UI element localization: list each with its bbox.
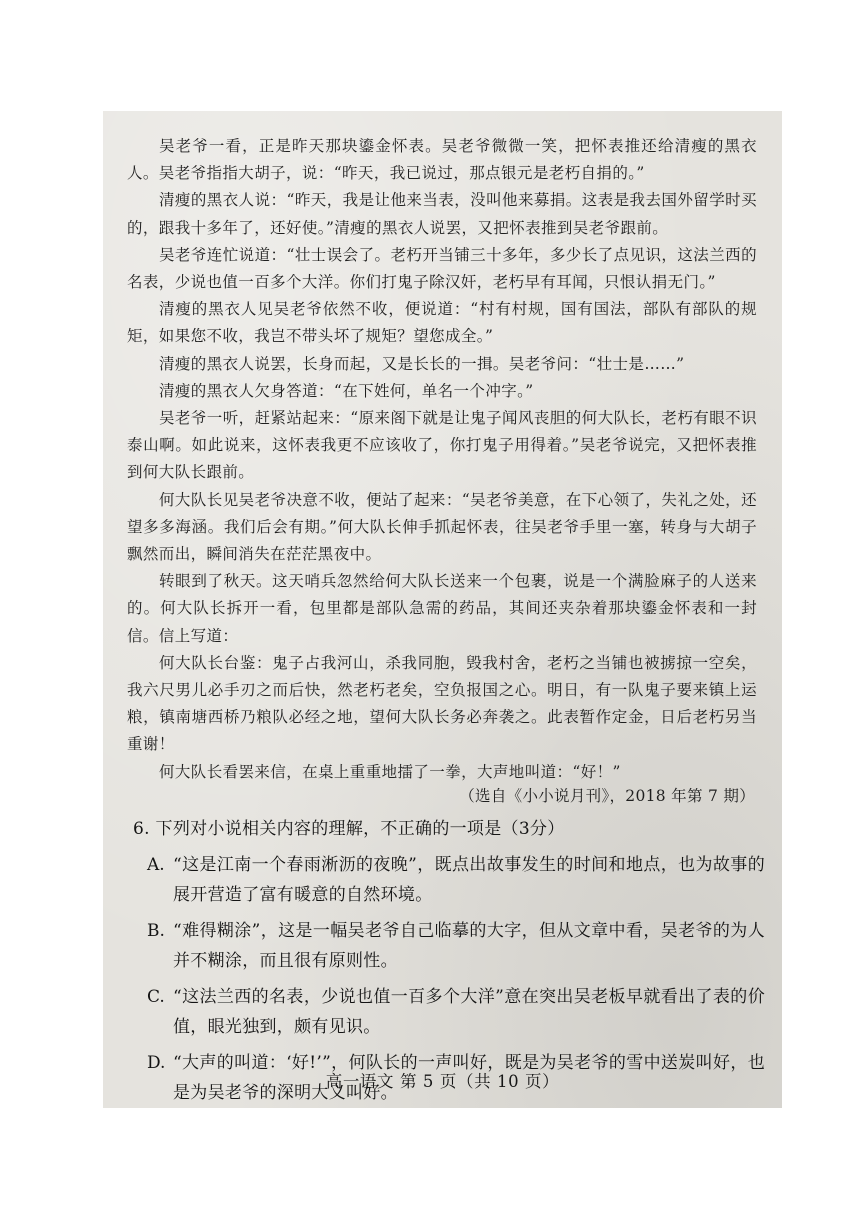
question-stem: 6. 下列对小说相关内容的理解，不正确的一项是（3分） [133, 819, 565, 839]
page-footer: 高一语文 第 5 页（共 10 页） [325, 1072, 560, 1091]
story-paragraph: 转眼到了秋天。这天哨兵忽然给何大队长送来一个包裹，说是一个满脸麻子的人送来的。何大队长拆开一看，包里都是部队急需的药品，其间还夹杂着那块鎏金怀表和一封信。信上写道： [127, 572, 757, 645]
story-passage [127, 133, 757, 786]
story-paragraph: 何大队长看罢来信，在桌上重重地擂了一拳，大声地叫道：“好！” [159, 762, 621, 781]
option-letter: D. [147, 1053, 166, 1073]
question-6 [133, 814, 765, 1108]
option-letter: C. [147, 987, 165, 1007]
story-paragraph: 清瘦的黑衣人欠身答道：“在下姓何，单名一个冲字。” [159, 381, 534, 400]
story-paragraph: 吴老爷连忙说道：“壮士误会了。老朽开当铺三十多年，多少长了点见识，这法兰西的名表，少说也值一百多个大洋。你们打鬼子除汉奸，老朽早有耳闻，只恨认捐无门。” [127, 245, 757, 292]
story-paragraph: 吴老爷一听，赶紧站起来：“原来阁下就是让鬼子闻风丧胆的何大队长，老朽有眼不识泰山啊。如此说来，这怀表我更不应该收了，你打鬼子用得着。”吴老爷说完，又把怀表推到何大队长跟前。 [127, 409, 757, 482]
story-paragraph: 清瘦的黑衣人见吴老爷依然不收，便说道：“村有村规，国有国法，部队有部队的规矩，如果您不收，我岂不带头坏了规矩？望您成全。” [127, 300, 757, 346]
option-text: “这法兰西的名表，少说也值一百多个大洋”意在突出吴老板早就看出了表的价值，眼光独到，颇有见识。 [173, 987, 765, 1037]
option-c [133, 982, 765, 1042]
exam-page-photo [103, 111, 782, 1108]
story-paragraph: 何大队长见吴老爷决意不收，便站了起来：“吴老爷美意，在下心领了，失礼之处，还望多多海涵。我们后会有期。”何大队长伸手抓起怀表，往吴老爷手里一塞，转身与大胡子飘然而出，瞬间消失在茫茫黑夜中。 [127, 490, 757, 564]
story-paragraph: 吴老爷一看，正是昨天那块鎏金怀表。吴老爷微微一笑，把怀表推还给清瘦的黑衣人。吴老爷指指大胡子，说：“昨天，我已说过，那点银元是老朽自捐的。” [127, 137, 757, 183]
option-text: “这是江南一个春雨淅沥的夜晚”，既点出故事发生的时间和地点，也为故事的展开营造了富有暖意的自然环境。 [173, 855, 765, 905]
option-a [133, 850, 765, 910]
story-paragraph: 清瘦的黑衣人说：“昨天，我是让他来当表，没叫他来募捐。这表是我去国外留学时买的，跟我十多年了，还好使。”清瘦的黑衣人说罢，又把怀表推到吴老爷跟前。 [127, 191, 757, 237]
option-letter: B. [147, 921, 165, 941]
option-text: “大声的叫道：‘好!’”，何队长的一声叫好，既是为吴老爷的雪中送炭叫好，也是为吴老爷的深明大义叫好。 [173, 1053, 765, 1103]
letter-paragraph: 何大队长台鉴：鬼子占我河山，杀我同胞，毁我村舍，老朽之当铺也被掳掠一空矣，我六尺男儿必手刃之而后快，然老朽老矣，空负报国之心。明日，有一队鬼子要来镇上运粮，镇南塘西桥乃粮队必经之地，望何大队长务必奔袭之。此表暂作定金，日后老朽另当重谢！ [127, 653, 757, 754]
option-letter: A. [147, 855, 165, 875]
option-b [133, 916, 765, 976]
story-paragraph: 清瘦的黑衣人说罢，长身而起，又是长长的一揖。吴老爷问：“壮士是……” [159, 354, 685, 373]
option-text: “难得糊涂”，这是一幅吴老爷自己临摹的大字，但从文章中看，吴老爷的为人并不糊涂，而且很有原则性。 [173, 921, 765, 971]
source-citation: （选自《小小说月刊》，2018 年第 7 期） [459, 787, 755, 805]
